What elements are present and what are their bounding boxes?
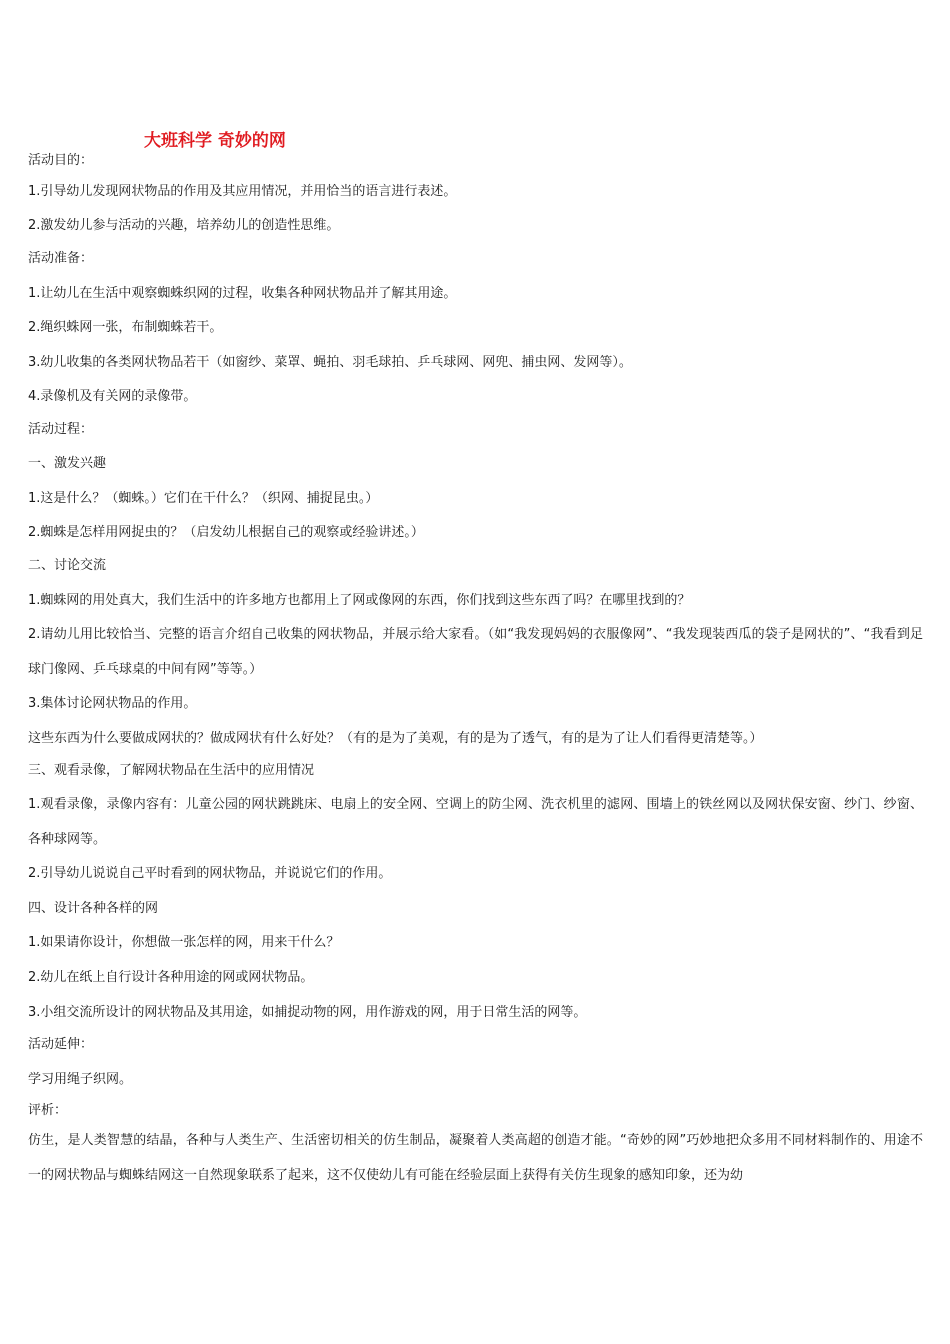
section-2-item: 1.蜘蛛网的用处真大，我们生活中的许多地方也都用上了网或像网的东西，你们找到这些东西了吗？在哪里找到的？ xyxy=(28,593,691,608)
section-1-item: 1.这是什么？（蜘蛛。）它们在干什么？（织网、捕捉昆虫。） xyxy=(28,491,379,506)
section-heading-2: 二、讨论交流 xyxy=(28,558,107,573)
prep-item: 1.让幼儿在生活中观察蜘蛛织网的过程，收集各种网状物品并了解其用途。 xyxy=(28,286,457,301)
prep-item: 3.幼儿收集的各类网状物品若干（如窗纱、菜罩、蝇拍、羽毛球拍、乒乓球网、网兜、捕虫网、发网等）。 xyxy=(28,355,632,370)
section-3-item: 1.观看录像，录像内容有：儿童公园的网状跳跳床、电扇上的安全网、空调上的防尘网、洗衣机里的滤网、围墙上的铁丝网以及网状保安窗、纱门、纱窗、各种球网等。 xyxy=(28,797,923,847)
review-paragraph: 仿生，是人类智慧的结晶，各种与人类生产、生活密切相关的仿生制品，凝聚着人类高超的创造才能。“奇妙的网”巧妙地把众多用不同材料制作的、用途不一的网状物品与蜘蛛结网这一自然现象联系了起来，这不仅使幼儿有可能在经验层面上获得有关仿生现象的感知印象，还为幼 xyxy=(28,1133,923,1183)
section-heading-1: 一、激发兴趣 xyxy=(28,456,107,471)
section-3-item: 2.引导幼儿说说自己平时看到的网状物品，并说说它们的作用。 xyxy=(28,866,392,881)
extension-heading: 活动延伸： xyxy=(28,1037,94,1052)
prep-item: 4.录像机及有关网的录像带。 xyxy=(28,389,197,404)
section-2-paragraph: 这些东西为什么要做成网状的？做成网状有什么好处？（有的是为了美观，有的是为了透气，有的是为了让人们看得更清楚等。） xyxy=(28,731,763,746)
document-title: 大班科学 奇妙的网 xyxy=(144,131,286,151)
section-heading-3: 三、观看录像，了解网状物品在生活中的应用情况 xyxy=(28,763,315,778)
prep-heading: 活动准备： xyxy=(28,251,94,266)
process-heading: 活动过程： xyxy=(28,422,94,437)
section-1-item: 2.蜘蛛是怎样用网捉虫的？（启发幼儿根据自己的观察或经验讲述。） xyxy=(28,525,424,540)
section-2-item: 3.集体讨论网状物品的作用。 xyxy=(28,696,197,711)
extension-text: 学习用绳子织网。 xyxy=(28,1072,133,1087)
section-4-item: 3.小组交流所设计的网状物品及其用途，如捕捉动物的网，用作游戏的网，用于日常生活的网等。 xyxy=(28,1005,587,1020)
goal-item: 2.激发幼儿参与活动的兴趣，培养幼儿的创造性思维。 xyxy=(28,218,340,233)
goal-item: 1.引导幼儿发现网状物品的作用及其应用情况，并用恰当的语言进行表述。 xyxy=(28,184,457,199)
prep-item: 2.绳织蛛网一张，布制蜘蛛若干。 xyxy=(28,320,223,335)
goal-heading: 活动目的： xyxy=(28,153,94,168)
section-4-item: 2.幼儿在纸上自行设计各种用途的网或网状物品。 xyxy=(28,970,314,985)
section-4-item: 1.如果请你设计，你想做一张怎样的网，用来干什么？ xyxy=(28,935,340,950)
section-heading-4: 四、设计各种各样的网 xyxy=(28,901,159,916)
review-heading: 评析： xyxy=(28,1103,68,1118)
section-2-item: 2.请幼儿用比较恰当、完整的语言介绍自己收集的网状物品，并展示给大家看。（如“我发现妈妈的衣服像网”、“我发现装西瓜的袋子是网状的”、“我看到足球门像网、乒乓球桌的中间有网”等等。） xyxy=(28,627,923,677)
